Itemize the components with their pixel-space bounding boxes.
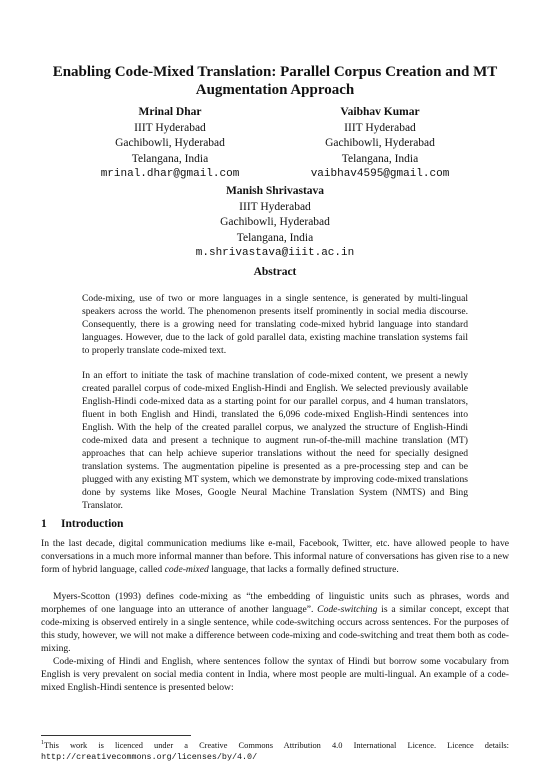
body-paragraph — [41, 590, 509, 655]
author-region: Telangana, India — [131, 152, 209, 165]
body-paragraph — [41, 537, 509, 576]
author-block — [280, 105, 480, 183]
author-block — [175, 184, 375, 262]
section-title: Introduction — [61, 518, 124, 530]
author-region: Telangana, India — [236, 231, 314, 244]
author-email: vaibhav4595@gmail.com — [310, 168, 450, 180]
body-paragraph: Code-mixing of Hindi and English, where sentences follow the syntax of Hindi but borrow some vocabulary from English is very prevalent on social media content in India, where most people are multi-lingual. An example of a code-mixed English-Hindi sentence is presented below: — [41, 656, 509, 694]
paragraph-text: is a similar concept, except that code-mixing is observed entirely in a single sentence, while code-switching occurs across sentences. For the purposes of this study, however, we will not make a difference between code-mixing and code-switching and treat them both as code-mixing. — [41, 604, 510, 655]
section-number: 1 — [41, 518, 47, 530]
paragraph-text: language, that lacks a formally defined structure. — [208, 564, 399, 576]
author-address: Gachibowli, Hyderabad — [220, 216, 330, 228]
author-email: m.shrivastava@iiit.ac.in — [195, 247, 355, 259]
author-affiliation: IIIT Hyderabad — [134, 121, 206, 134]
footnote-marker: 1 — [41, 740, 44, 746]
author-region: Telangana, India — [341, 152, 419, 165]
abstract-heading: Abstract — [253, 266, 297, 278]
emphasis-term: Code-switching — [317, 604, 378, 616]
paragraph-text: In the last decade, digital communication mediums like e-mail, Facebook, Twitter, etc. have allowed people to have conversations in a much more informal manner than before. This informal nature of conversations has given rise to a new form of hybrid language, called — [41, 538, 509, 576]
footnote — [41, 738, 509, 763]
author-block — [70, 105, 270, 183]
paragraph-text: Myers-Scotton (1993) defines code-mixing as “the embedding of linguistic units such as phrases, words and morphemes of one language into an utterance of another language”. — [41, 591, 509, 616]
author-address: Gachibowli, Hyderabad — [325, 137, 435, 149]
abstract-paragraph: Code-mixing, use of two or more languages in a single sentence, is generated by multi-lingual speakers across the world. The phenomenon presents itself prominently in social media discourse. Consequently, there is a growing need for translating code-mixed hybrid language into standard languages. However, due to the lack of gold parallel data, existing machine translation systems fail to properly translate code-mixed text. — [82, 293, 468, 356]
section-heading — [41, 518, 123, 530]
author-affiliation: IIIT Hyderabad — [239, 200, 311, 213]
author-email: mrinal.dhar@gmail.com — [100, 168, 240, 180]
footnote-rule — [41, 735, 191, 736]
author-address: Gachibowli, Hyderabad — [115, 137, 225, 149]
footnote-text: This work is licenced under a Creative Commons Attribution 4.0 International Licence. Licence details: — [44, 740, 509, 750]
emphasis-term: code-mixed — [164, 564, 209, 576]
author-name: Vaibhav Kumar — [340, 106, 420, 118]
abstract-paragraph: In an effort to initiate the task of machine translation of code-mixed content, we present a newly created parallel corpus of code-mixed English-Hindi and English. We selected previously available English-Hindi code-mixed data as a starting point for our parallel corpus, and 4 human translators, fluent in both English and Hindi, translated the 6,096 code-mixed English-Hindi sentences into English. With the help of the created parallel corpus, we analyzed the structure of English-Hindi code-mixed data and present a technique to augment run-of-the-mill machine translation (MT) approaches that can help achieve superior translations without the need for specially designed translation systems. The augmentation pipeline is presented as a pre-processing step and can be plugged with any existing MT system, which we demonstrate by improving code-mixed translations done by systems like Moses, Google Neural Machine Translation System (NMTS) and Bing Translator. — [82, 370, 468, 511]
paper-title: Enabling Code-Mixed Translation: Parallel Corpus Creation and MT Augmentation Approach — [52, 64, 498, 98]
author-name: Manish Shrivastava — [225, 185, 325, 197]
author-affiliation: IIIT Hyderabad — [344, 121, 416, 134]
footnote-url: http://creativecommons.org/licenses/by/4.0/ — [41, 751, 258, 762]
author-name: Mrinal Dhar — [138, 106, 202, 118]
